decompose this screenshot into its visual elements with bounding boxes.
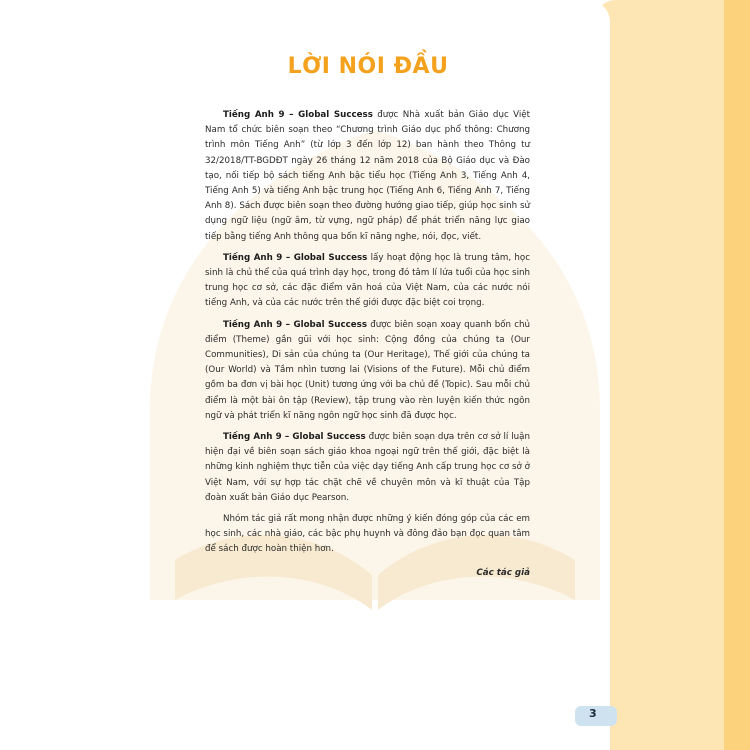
paragraph-text: lấy hoạt động học là trung tâm, học sinh là chủ thể của quá trình dạy học, trong đó tâm lí lứa tuổi của học sinh trung học cơ sở, các đặc điểm văn hoá của Việt Nam, của các nước nói tiếng Anh, và của các nước trên thế giới được đặc biệt coi trọng. [205, 252, 530, 309]
preface-paragraph [205, 512, 530, 558]
preface-paragraph [205, 430, 530, 506]
book-title-bold: Tiếng Anh 9 – Global Success [223, 432, 366, 443]
paragraph-text: được biên soạn dựa trên cơ sở lí luận hiện đại về biên soạn sách giáo khoa ngoại ngữ trên thế giới, đặc biệt là những kinh nghiệm thực tiễn của việc dạy tiếng Anh cấp trung học cơ sở ở Việt Nam, với sự hợp tác chặt chẽ về chuyên môn và kĩ thuật của Tập đoàn xuất bản Giáo dục Pearson. [205, 432, 530, 503]
book-title-bold: Tiếng Anh 9 – Global Success [223, 110, 373, 120]
preface-paragraph [205, 108, 530, 245]
preface-paragraph [205, 318, 530, 424]
paragraph-text: Nhóm tác giả rất mong nhận được những ý kiến đóng góp của các em học sinh, các nhà giáo, các bậc phụ huynh và đông đảo bạn đọc quan tâm để sách được hoàn thiện hơn. [205, 514, 530, 555]
page-title: LỜI NÓI ĐẦU [287, 54, 449, 79]
paragraph-text: được biên soạn xoay quanh bốn chủ điểm (Theme) gần gũi với học sinh: Cộng đồng của chúng ta (Our Communities), Di sản của chúng ta (Our Heritage), Thế giới của chúng ta (Our World) và Tầm nhìn tương lai (Visions of the Future). Mỗi chủ điểm gồm ba đơn vị bài học (Unit) tương ứng với ba chủ đề (Topic). Sau mỗi chủ điểm là một bài ôn tập (Review), tập trung vào rèn luyện kiến thức ngôn ngữ và phát triển kĩ năng ngôn ngữ học sinh đã được học. [205, 319, 531, 421]
page-number: 3 [589, 707, 597, 720]
preface-body [205, 108, 530, 581]
book-title-bold: Tiếng Anh 9 – Global Success [223, 252, 368, 263]
preface-paragraph [205, 251, 530, 312]
book-title-bold: Tiếng Anh 9 – Global Success [223, 319, 368, 330]
author-signature: Các tác giả [476, 567, 530, 578]
paragraph-text: được Nhà xuất bản Giáo dục Việt Nam tổ chức biên soạn theo “Chương trình Giáo dục phổ thông: Chương trình môn Tiếng Anh” (từ lớp 3 đến lớp 12) ban hành theo Thông tư 32/2018/TT-BGDĐT ngày 26 tháng 12 năm 2018 của Bộ Giáo dục và Đào tạo, nối tiếp bộ sách tiếng Anh bậc tiểu học (Tiếng Anh 3, Tiếng Anh 4, Tiếng Anh 5) và tiếng Anh bậc trung học (Tiếng Anh 6, Tiếng Anh 7, Tiếng Anh 8). Sách được biên soạn theo đường hướng giao tiếp, giúp học sinh sử dụng ngữ liệu (ngữ âm, từ vựng, ngữ pháp) để phát triển năng lực giao tiếp bằng tiếng Anh thông qua bốn kĩ năng nghe, nói, đọc, viết. [205, 110, 530, 242]
